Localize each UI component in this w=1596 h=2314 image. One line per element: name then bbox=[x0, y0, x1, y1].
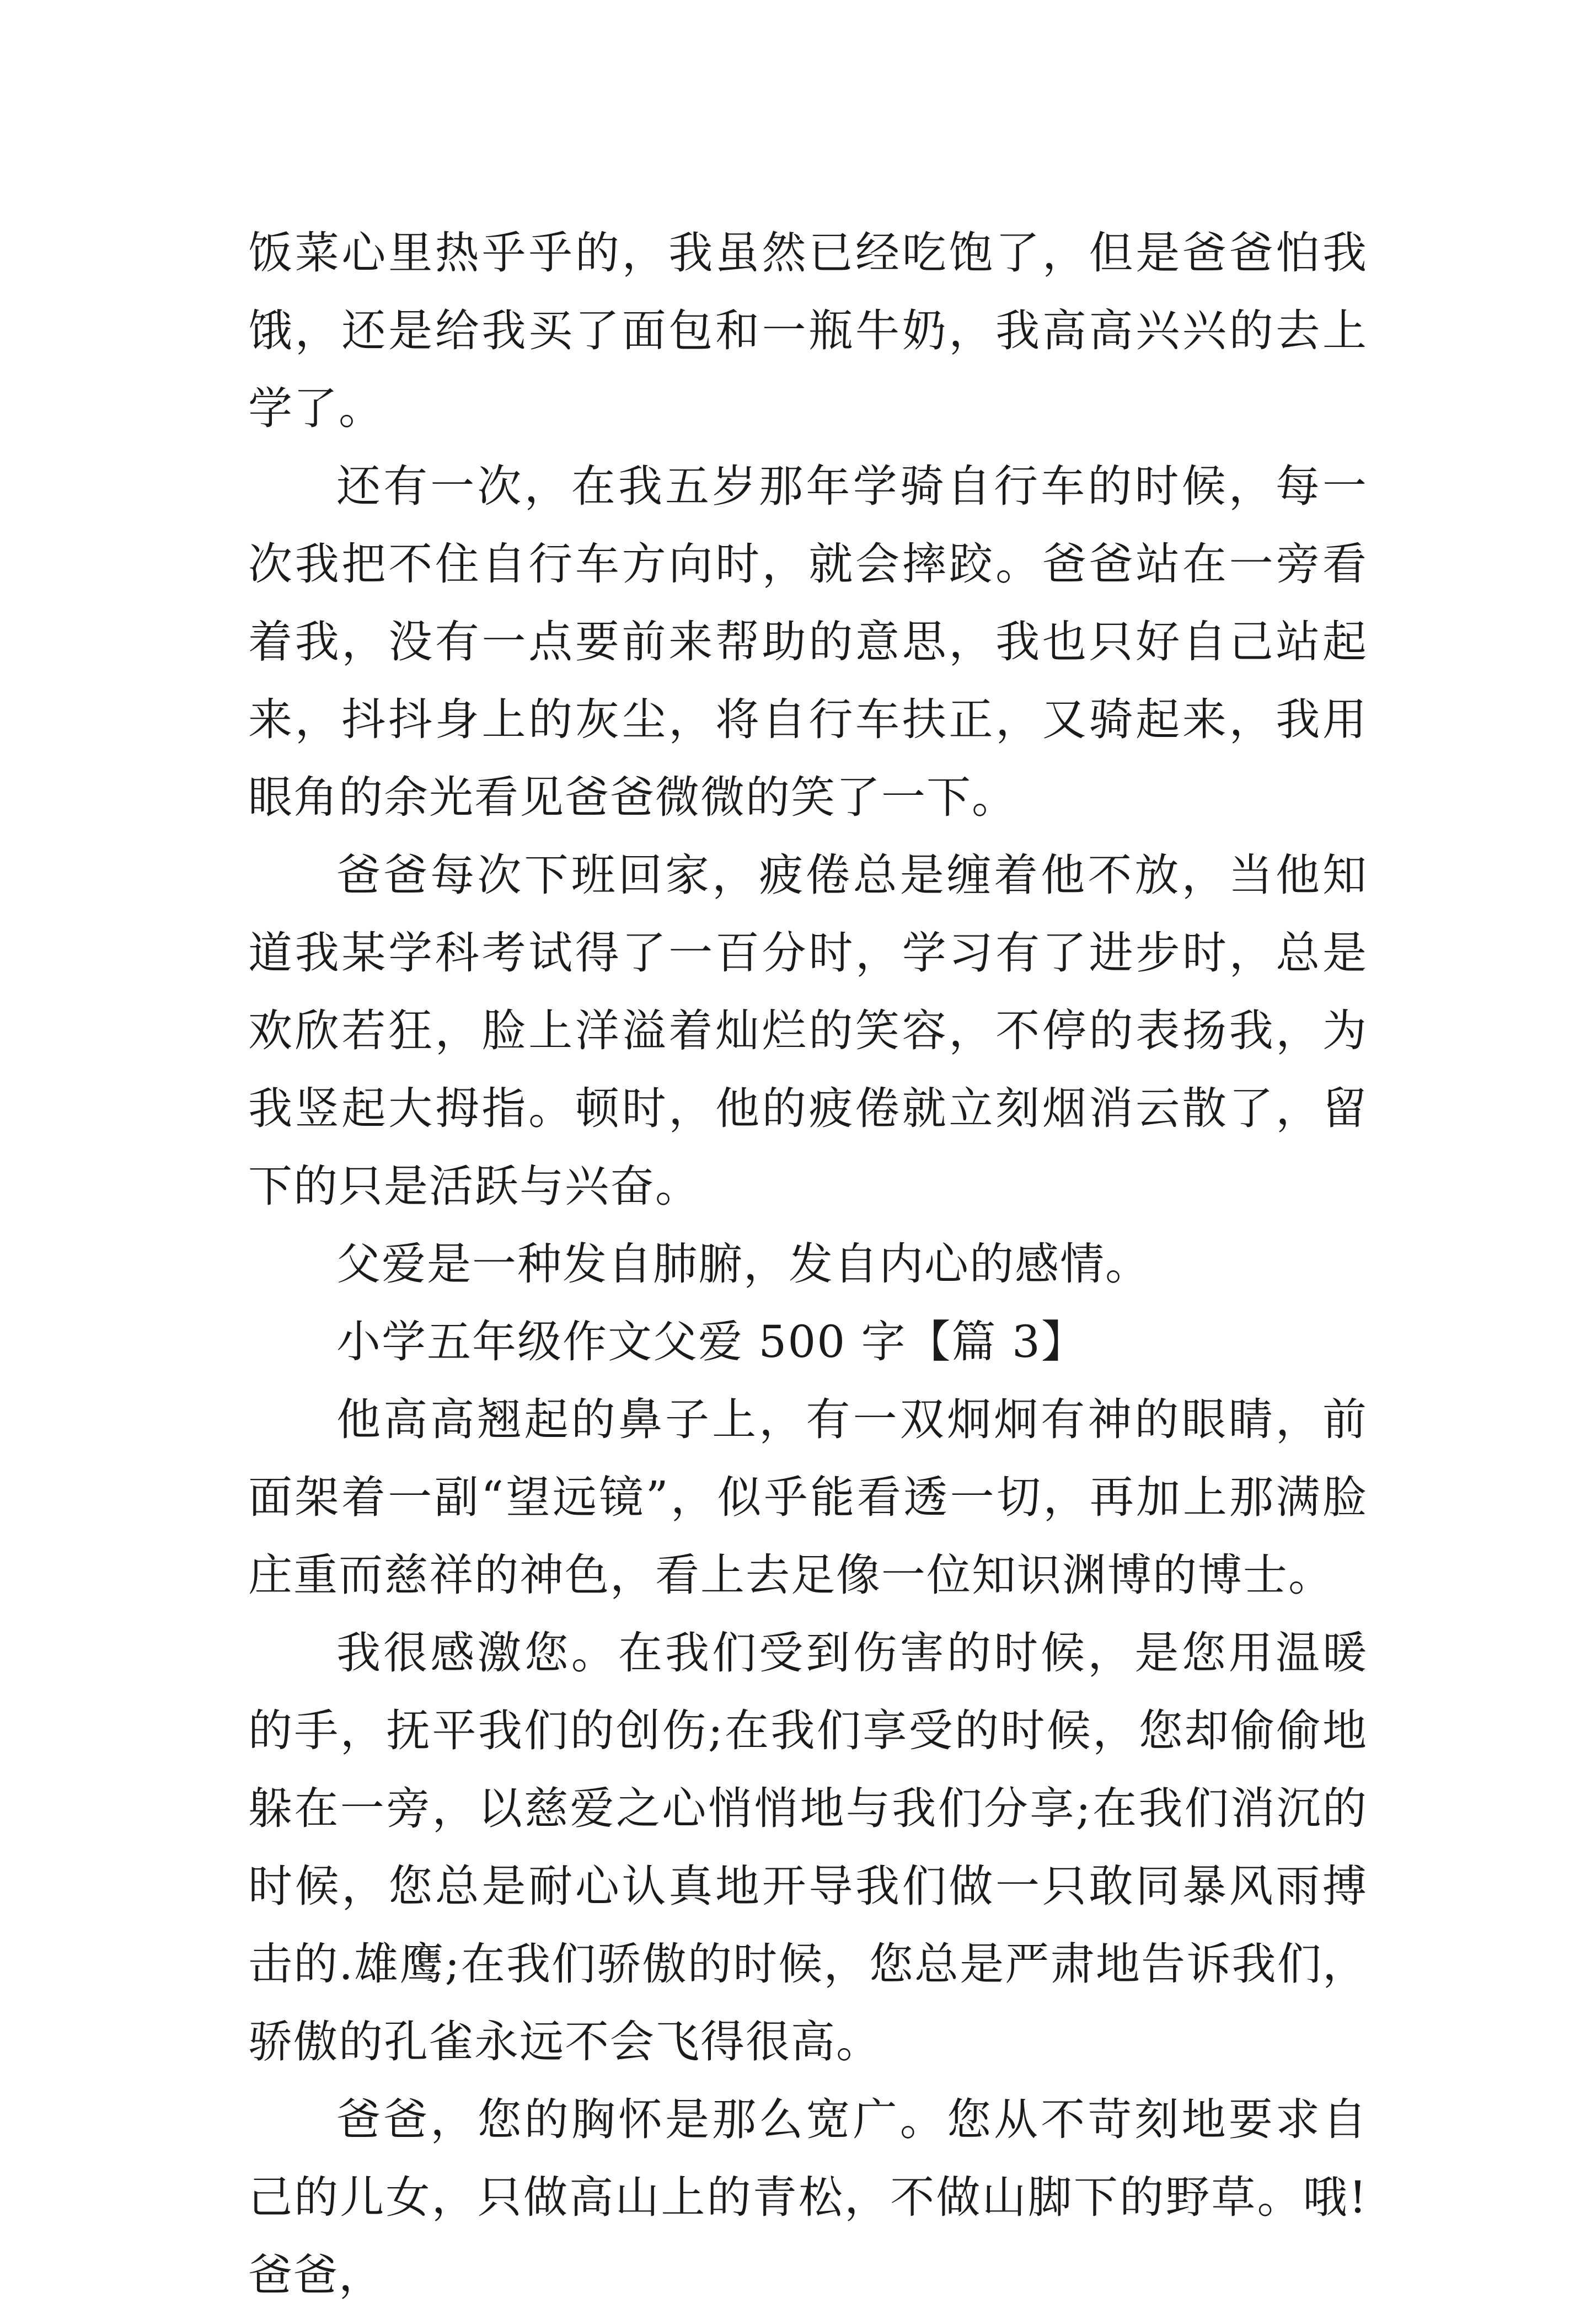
paragraph-4: 父爱是一种发自肺腑，发自内心的感情。 bbox=[336, 1238, 1150, 1290]
paragraph-7: 爸爸，您的胸怀是那么宽广。您从不苛刻地要求自己的儿女，只做高山上的青松，不做山脚下的野草。哦!爸爸， bbox=[248, 2094, 1368, 2301]
paragraph-1: 饭菜心里热乎乎的，我虽然已经吃饱了，但是爸爸怕我饿，还是给我买了面包和一瓶牛奶，我高高兴兴的去上学了。 bbox=[248, 227, 1368, 434]
paragraph-5: 他高高翘起的鼻子上，有一双炯炯有神的眼睛，前面架着一副“望远镜”，似乎能看透一切，再加上那满脸庄重而慈祥的神色，看上去足像一位知识渊博的博士。 bbox=[248, 1394, 1368, 1601]
section-heading: 小学五年级作文父爱 500 字【篇 3】 bbox=[336, 1316, 1086, 1367]
paragraph-6: 我很感激您。在我们受到伤害的时候，是您用温暖的手，抚平我们的创伤;在我们享受的时候，您却偷偷地躲在一旁，以慈爱之心悄悄地与我们分享;在我们消沉的时候，您总是耐心认真地开导我们做一只敢同暴风雨搏击的.雄鹰;在我们骄傲的时候，您总是严肃地告诉我们，骄傲的孔雀永远不会飞得很高。 bbox=[248, 1627, 1368, 2067]
body-text bbox=[248, 214, 1368, 2314]
paragraph-2: 还有一次，在我五岁那年学骑自行车的时候，每一次我把不住自行车方向时，就会摔跤。爸爸站在一旁看着我，没有一点要前来帮助的意思，我也只好自己站起来，抖抖身上的灰尘，将自行车扶正，又骑起来，我用眼角的余光看见爸爸微微的笑了一下。 bbox=[248, 461, 1368, 823]
paragraph-3: 爸爸每次下班回家，疲倦总是缠着他不放，当他知道我某学科考试得了一百分时，学习有了进步时，总是欢欣若狂，脸上洋溢着灿烂的笑容，不停的表扬我，为我竖起大拇指。顿时，他的疲倦就立刻烟消云散了，留下的只是活跃与兴奋。 bbox=[248, 849, 1368, 1212]
